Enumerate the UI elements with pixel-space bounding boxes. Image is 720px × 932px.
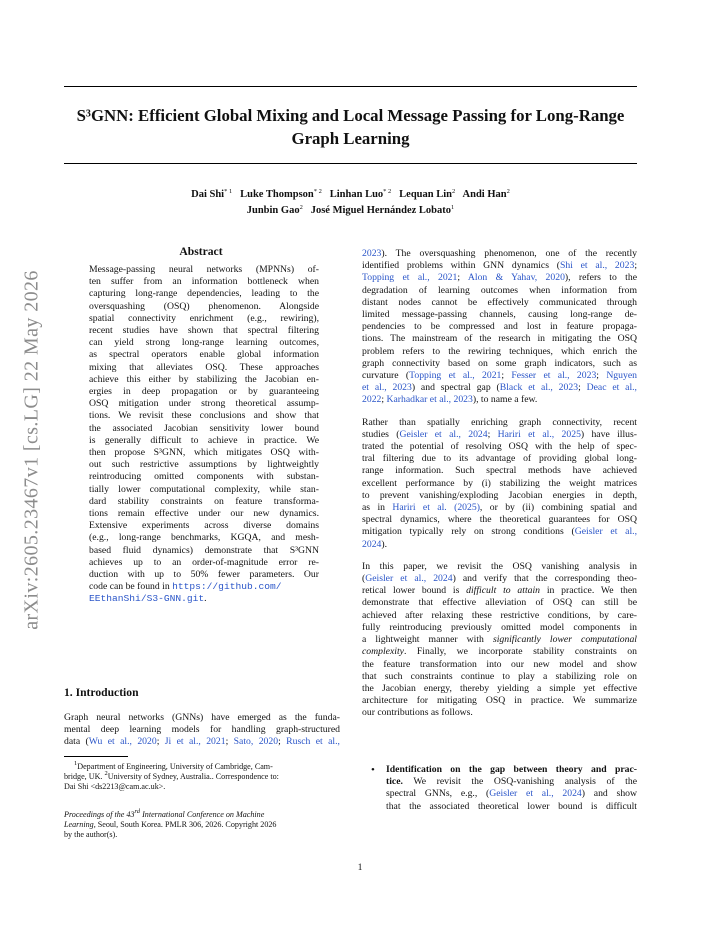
body-line: degradation of learning outcomes when information from <box>362 284 637 296</box>
body-text: identified problems within GNN dynamics ( <box>362 260 560 272</box>
body-line: excellent performance by (i) stabilizing the weight matrices <box>362 477 637 489</box>
footnote-line: Dai Shi <ds2213@cam.ac.uk>. <box>64 782 166 792</box>
abstract-line: tions remain effective under our new dynamics. <box>89 508 319 520</box>
body-text: curvature ( <box>362 370 410 382</box>
body-text: , or by (ii) combining spatial and <box>479 502 637 514</box>
body-line: architecture for mitigating OSQ in practice. We summarize <box>362 695 637 707</box>
body-text: in practice. We then <box>540 585 638 597</box>
author-mark: 2 <box>299 204 303 211</box>
citation-link[interactable]: Geisler et al., 2024 <box>399 428 488 440</box>
abstract-line: achieve this either by stabilizing the Jacobian en- <box>89 373 319 385</box>
citation-link[interactable]: Ji et al., 2021 <box>164 736 226 748</box>
author-name: Linhan Luo <box>329 189 384 200</box>
abstract-line: the associated Jacobian sensitivity lower bound <box>89 422 319 434</box>
footnote-line <box>64 820 342 830</box>
footnote-line <box>64 772 342 782</box>
body-line: graph connectivity based on some graph indicators, such as <box>362 357 637 369</box>
footnote-text: bridge, UK. <box>64 772 105 782</box>
footnote-text: University of Sydney, Australia.. Correspondence to: <box>107 772 279 782</box>
author-mark: 2 <box>452 188 456 195</box>
footnote-mark: 2 <box>104 770 108 778</box>
abstract-code-suffix: . <box>204 593 207 605</box>
proceedings-text: 43 <box>126 810 135 819</box>
body-line: 2022; Karhadkar et al., 2023), to name a few. <box>362 394 538 406</box>
body-line: spectral dynamics, where the theoretical guarantees for OSQ <box>362 514 637 526</box>
citation-link[interactable]: Rusch et al., <box>286 736 340 748</box>
abstract-line: (e.g., long-range benchmarks, KGQA, and mesh- <box>89 532 319 544</box>
paper-title <box>64 104 637 150</box>
footnote-text: Department of Engineering, University of Cambridge, Cam- <box>77 762 273 771</box>
body-line: the Jacobian energy, thereby yielding a simple yet effective <box>362 682 637 694</box>
citation-link[interactable]: Black et al., 2023 <box>499 382 579 394</box>
author-mark: * 2 <box>313 188 322 195</box>
author-name: Dai Shi <box>191 189 225 200</box>
title-line: S³GNN: Efficient Global Mixing and Local Message Passing for Long-Range <box>76 106 625 125</box>
body-line: our contributions as follows. <box>362 707 473 719</box>
author-name: Lequan Lin <box>399 189 452 200</box>
citation-link[interactable]: Geisler et al., <box>574 526 637 538</box>
body-text: ) and spectral gap ( <box>411 382 500 394</box>
intro-line: data (Wu et al., 2020; Ji et al., 2021; Sato, 2020; Rusch et al., <box>64 736 340 748</box>
body-line <box>362 585 637 597</box>
abstract-line: out such restrictive assumptions by lightweightly <box>89 459 319 471</box>
abstract-line: as spectral operators enable global information <box>89 349 319 361</box>
author-list <box>64 187 637 219</box>
citation-link[interactable]: 2022 <box>362 394 382 406</box>
citation-link[interactable]: Hariri et al., 2025 <box>497 428 581 440</box>
body-line: tions. The mainstream of the research in mitigating the OSQ <box>362 333 637 345</box>
author-mark: * 1 <box>224 188 233 195</box>
body-line: trated the potential of resolving OSQ with the help of spec- <box>362 441 637 453</box>
top-rule <box>64 86 637 87</box>
abstract-line: can yield strong long-range learning outcomes, <box>89 337 319 349</box>
body-emphasis: significantly lower computational <box>492 634 638 646</box>
abstract-line: dard stability constraints on feature transforma- <box>89 495 319 507</box>
abstract-line: Extensive experiments across diverse domains <box>89 520 319 532</box>
abstract-line: recent studies have shown that spectral filtering <box>89 325 319 337</box>
abstract-line: duction with up to 50% fewer parameters. Our <box>89 569 319 581</box>
abstract-line: then propose S³GNN, which mitigates OSQ with- <box>89 447 319 459</box>
bullet-line <box>386 788 637 800</box>
body-line: achieved after relaxing these restrictive conditions, by care- <box>362 609 637 621</box>
abstract-body <box>89 264 319 606</box>
body-text: ) and verify that the corresponding theo- <box>452 573 637 585</box>
body-emphasis: difficult to attain <box>466 585 541 597</box>
citation-link[interactable]: Geisler et al., 2024 <box>489 788 582 800</box>
body-line <box>362 539 637 551</box>
citation-link[interactable]: Sato, 2020 <box>233 736 279 748</box>
body-text: ), to name a few. <box>472 394 538 406</box>
body-text: ). <box>381 538 388 550</box>
body-line: limited message-passing channels, causing long-range de- <box>362 309 637 321</box>
body-line: Rather than spatially enriching graph connectivity, recent <box>362 416 637 428</box>
right-column-body <box>362 248 637 720</box>
citation-link[interactable]: Alon & Yahav, 2020 <box>467 272 565 284</box>
body-line <box>362 646 637 658</box>
bullet-icon: • <box>371 764 375 776</box>
citation-link[interactable]: Topping et al., 2021 <box>409 370 502 382</box>
bullet-text: ) and show <box>581 788 637 800</box>
abstract-line: tially lower computational complexity, while stan- <box>89 483 319 495</box>
citation-link[interactable]: 2023 <box>362 248 382 259</box>
body-line: curvature (Topping et al., 2021; Fesser et al., 2023; Nguyen <box>362 370 637 382</box>
body-line <box>362 248 637 260</box>
body-text: as in <box>362 502 393 514</box>
citation-link[interactable]: et al., 2023 <box>362 382 412 394</box>
body-line: distant nodes cannot be effectively communicated through <box>362 296 637 308</box>
body-line <box>362 573 637 585</box>
bullet-text: We revisit the OSQ-vanishing analysis of the <box>402 776 637 788</box>
body-line: et al., 2023) and spectral gap (Black et al., 2023; Deac et al., <box>362 382 637 394</box>
abstract-line: reintroducing omitted components with substan- <box>89 471 319 483</box>
title-bottom-rule <box>64 163 637 164</box>
abstract-line: ergies in deep propagation or by guaranteeing <box>89 386 319 398</box>
body-line: studies (Geisler et al., 2024; Hariri et al., 2025) have illus- <box>362 428 637 440</box>
citation-link[interactable]: Geisler et al., 2024 <box>365 573 453 585</box>
proceedings-text: International Conference on Machine <box>140 810 265 819</box>
abstract-line: oversquashing (OSQ) phenomenon. Alongside <box>89 300 319 312</box>
body-text: ), refers to the <box>564 272 637 284</box>
abstract-heading: Abstract <box>179 245 223 258</box>
author-line-2 <box>64 203 637 219</box>
intro-line: Graph neural networks (GNNs) have emerged as the funda- <box>64 712 340 723</box>
author-mark: 1 <box>451 204 455 211</box>
footnote-line <box>64 810 342 820</box>
citation-link[interactable]: Shi et al., 2023 <box>559 260 635 272</box>
body-line: In this paper, we revisit the OSQ vanishing analysis in <box>362 560 637 572</box>
body-emphasis: complexity <box>362 646 404 658</box>
citation-link[interactable]: Fesser et al., 2023 <box>511 370 597 382</box>
citation-link[interactable]: Hariri et al. (2025) <box>392 502 480 514</box>
body-text: ) have illus- <box>580 428 637 440</box>
abstract-line: achieves up to an order-of-magnitude error re- <box>89 556 319 568</box>
body-line: demonstrate that effective alleviation of OSQ can still be <box>362 597 637 609</box>
abstract-line <box>89 593 319 605</box>
abstract-line: mixing that alleviates OSQ. These approaches <box>89 361 319 373</box>
section-heading-introduction: 1. Introduction <box>64 686 139 699</box>
body-line: problem refers to the rewiring techniques, which enrich the <box>362 345 637 357</box>
affiliation-footnote <box>64 762 342 793</box>
abstract-line: ten suffer from an information bottleneck when <box>89 276 319 288</box>
citation-link[interactable]: Karhadkar et al., 2023 <box>386 394 473 406</box>
proceedings-note <box>64 810 342 841</box>
citation-link[interactable]: Topping et al., 2021 <box>362 272 458 284</box>
code-link[interactable]: EEthanShi/S3-GNN.git <box>89 593 205 605</box>
intro-line: mental deep learning models for handling graph-structured <box>64 724 340 736</box>
body-line: the feature transformation into our new model and show <box>362 658 637 670</box>
proceedings-text: Learning <box>64 820 94 830</box>
author-name: José Miguel Hernández Lobato <box>310 205 451 216</box>
footnote-line: by the author(s). <box>64 830 118 840</box>
abstract-line: spatial connectivity enrichment (e.g., rewiring), <box>89 312 319 324</box>
bullet-bold: tice. <box>386 776 403 788</box>
author-mark: * 2 <box>383 188 392 195</box>
author-mark: 2 <box>506 188 510 195</box>
body-line <box>362 526 637 538</box>
body-text: ( <box>362 573 366 585</box>
body-text: studies ( <box>362 428 400 440</box>
body-line: to prevent vanishing/exploding Jacobian energies in depth, <box>362 489 637 501</box>
abstract-code-prefix: code can be found in <box>89 581 173 593</box>
intro-text: data ( <box>64 736 89 748</box>
proceedings-text: Proceedings of the <box>64 810 127 819</box>
abstract-line: OSQ mitigation under strong theoretical assump- <box>89 398 319 410</box>
body-text: mitigation typically rely on strong conditions ( <box>362 526 575 538</box>
bullet-line: that the associated theoretical lower bound is difficult <box>386 800 637 812</box>
code-link[interactable]: https://github.com/ <box>172 581 282 593</box>
abstract-line: is generally difficult to achieve in practice. We <box>89 434 319 446</box>
body-line: that such constraints continue to play a stabilizing role on <box>362 670 637 682</box>
body-line: tral filtering due to its advantage of providing global long- <box>362 453 637 465</box>
footnote-mark: 1 <box>74 760 78 767</box>
abstract-line: capturing long-range dependencies, leading to the <box>89 288 319 300</box>
body-line: Topping et al., 2021; Alon & Yahav, 2020), refers to the <box>362 272 637 284</box>
proceedings-sup: rd <box>134 808 141 815</box>
body-line: pendencies to be compressed and lost in feature propaga- <box>362 321 637 333</box>
abstract-line: Message-passing neural networks (MPNNs) of- <box>89 264 319 275</box>
body-line: identified problems within GNN dynamics (Shi et al., 2023; <box>362 260 638 272</box>
abstract-line: based fluid dynamics) demonstrate that S³GNN <box>89 544 319 556</box>
author-line-1 <box>64 187 637 203</box>
author-name: Luke Thompson <box>240 189 314 200</box>
bullet-text: spectral GNNs, e.g., ( <box>386 788 490 800</box>
author-name: Andi Han <box>462 189 507 200</box>
arxiv-stamp <box>22 255 42 645</box>
citation-link[interactable]: 2024 <box>362 538 382 550</box>
body-text: . Finally, we incorporate stability constraints on <box>403 646 637 658</box>
footnote-rule <box>64 756 128 757</box>
citation-link[interactable]: Nguyen <box>606 370 637 382</box>
introduction-body <box>64 712 340 749</box>
body-line: fully reintroducing previously omitted model components in <box>362 621 637 633</box>
citation-link[interactable]: Deac et al., <box>586 382 637 394</box>
page-number: 1 <box>357 862 363 873</box>
proceedings-text: , Seoul, South Korea. PMLR 306, 2026. Copyright 2026 <box>93 820 277 830</box>
arxiv-stamp-text: arXiv:2605.23467v1 [cs.LG] 22 May 2026 <box>20 270 43 630</box>
body-line <box>362 502 637 514</box>
abstract-line <box>89 581 319 593</box>
title-line: Graph Learning <box>291 129 410 148</box>
body-line: range information. Such spectral methods have achieved <box>362 465 637 477</box>
body-text: ). The oversquashing phenomenon, one of the recently <box>381 248 637 259</box>
citation-link[interactable]: Wu et al., 2020 <box>88 736 157 748</box>
author-name: Junbin Gao <box>246 205 300 216</box>
body-text: a lightweight manner with <box>362 634 493 646</box>
bullet-line <box>386 776 637 788</box>
contribution-bullet <box>386 764 637 813</box>
body-line <box>362 634 637 646</box>
bullet-line: Identification on the gap between theory and prac- <box>386 764 637 775</box>
body-text: retical lower bound is <box>362 585 467 597</box>
abstract-line: tions. We revisit these conclusions and show that <box>89 410 319 422</box>
